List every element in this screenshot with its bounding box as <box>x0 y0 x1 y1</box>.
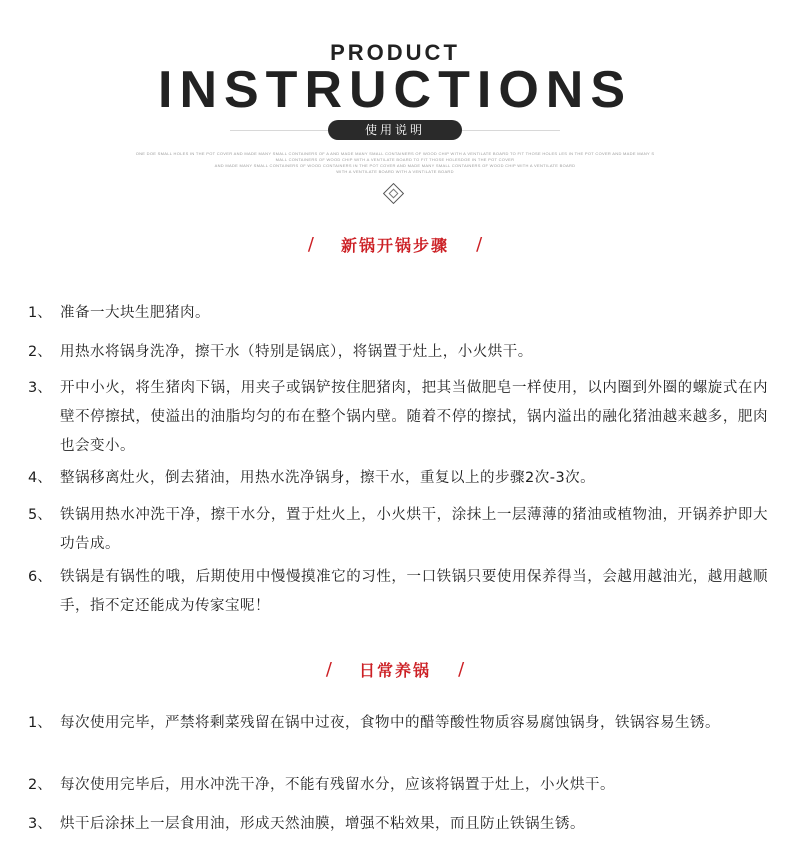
diamond-ornament-icon <box>383 183 404 204</box>
step-text: 每次使用完毕后，用水冲洗干净，不能有残留水分，应该将锅置于灶上，小火烘干。 <box>60 777 615 793</box>
slash-icon: / <box>458 659 465 680</box>
step-number: 3、 <box>28 380 52 396</box>
page-title: INSTRUCTIONS <box>158 61 632 119</box>
slash-icon: / <box>476 234 483 255</box>
list-item <box>28 501 768 559</box>
badge-row <box>0 120 790 142</box>
step-number: 5、 <box>28 507 52 523</box>
step-number: 1、 <box>28 305 52 321</box>
step-text: 每次使用完毕，严禁将剩菜残留在锅中过夜，食物中的醋等酸性物质容易腐蚀锅身，铁锅容易生锈。 <box>60 715 720 731</box>
list-item <box>28 338 768 367</box>
section-heading-daily-care <box>0 658 790 682</box>
section-title: 日常养锅 <box>358 661 431 680</box>
step-text: 准备一大块生肥猪肉。 <box>60 305 210 321</box>
fine-print-line: AND MADE MANY SMALL CONTAINERS OF WOOD CONTAINERS IN THE POT COVER AND MADE MANY SMALL CONTAINERS OF WOOD CHIP WITH A VENTILATE BOARD <box>214 163 576 168</box>
list-item <box>28 299 768 328</box>
step-number: 3、 <box>28 816 52 832</box>
list-item <box>28 709 768 738</box>
slash-icon: / <box>325 659 332 680</box>
step-number: 2、 <box>28 344 52 360</box>
eyebrow-text: PRODUCT <box>330 40 460 65</box>
step-text: 开中小火，将生猪肉下锅，用夹子或锅铲按住肥猪肉，把其当做肥皂一样使用，以内圈到外圈的螺旋式在内壁不停擦拭，使溢出的油脂均匀的布在整个锅内壁。随着不停的擦拭，锅内溢出的融化猪油越来越多，肥肉也会变小。 <box>60 380 768 454</box>
list-item <box>28 810 768 839</box>
list-item <box>28 464 768 493</box>
fine-print-line: MALL CONTAINERS OF WOOD CHIP WITH A VENTILATE BOARD TO FIT THOSE HOLESDOE IN THE POT COVER <box>275 157 515 162</box>
instructions-badge: 使用说明 <box>328 120 462 140</box>
list-item <box>28 771 768 800</box>
step-number: 1、 <box>28 715 52 731</box>
divider-left <box>230 130 328 131</box>
step-text: 用热水将锅身洗净，擦干水（特别是锅底），将锅置于灶上，小火烘干。 <box>60 344 533 360</box>
step-text: 烘干后涂抹上一层食用油，形成天然油膜，增强不粘效果，而且防止铁锅生锈。 <box>60 816 585 832</box>
step-number: 6、 <box>28 569 52 585</box>
section-heading-new-pot <box>0 233 790 257</box>
slash-icon: / <box>307 234 314 255</box>
step-text: 铁锅是有锅性的哦，后期使用中慢慢摸准它的习性，一口铁锅只要使用保养得当，会越用越油光，越用越顺手，指不定还能成为传家宝呢！ <box>60 569 768 614</box>
step-number: 4、 <box>28 470 52 486</box>
fine-print-line: ONE DOE SMALL HOLES IN THE POT COVER AND MADE MANY SMALL CONTAINERS OF A AND MADE MANY SMALL CONTAINERS OF WOOD CHIP WITH A VENTILATE BOARD TO FIT THOSE HOLES LES IN THE POT COVER AND MADE MANY S <box>135 151 655 156</box>
list-item <box>28 563 768 621</box>
fine-print-line: WITH A VENTILATE BOARD WITH A VENTILATE BOARD <box>336 169 454 174</box>
step-text: 整锅移离灶火，倒去猪油，用热水洗净锅身，擦干水，重复以上的步骤2次-3次。 <box>60 470 596 486</box>
section-title: 新锅开锅步骤 <box>340 236 449 255</box>
step-text: 铁锅用热水冲洗干净，擦干水分，置于灶火上，小火烘干，涂抹上一层薄薄的猪油或植物油，开锅养护即大功告成。 <box>60 507 768 552</box>
divider-right <box>462 130 560 131</box>
step-number: 2、 <box>28 777 52 793</box>
fine-print <box>120 151 670 175</box>
list-item <box>28 374 768 461</box>
